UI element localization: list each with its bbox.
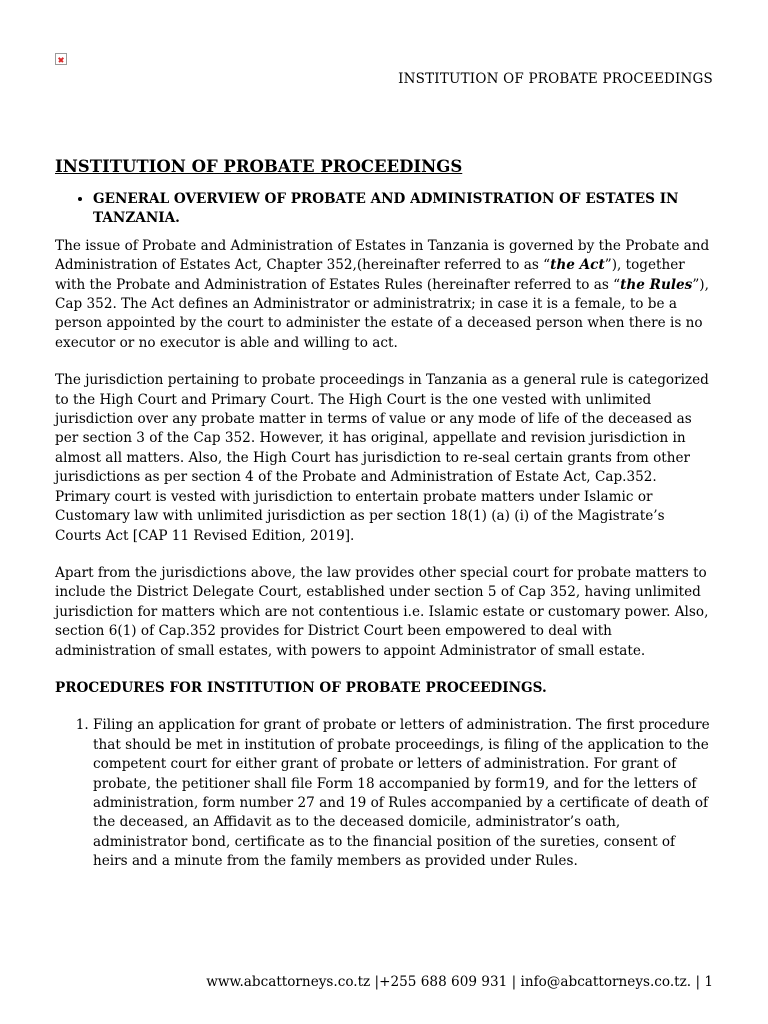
procedure-step: 1. Filing an application for grant of probate or letters of administration. The first procedure that should be met in institution of probate proceedings, is filing of the application to the competent court for either grant of probate or letters of administration. For grant of probate, the petitioner shall file Form 18 accompanied by form19, and for the letters of administration, form number 27 and 19 of Rules accompanied by a certificate of death of the deceased, an Affidavit as to the deceased domicile, administrator’s oath, administrator bond, certificate as to the financial position of the sureties, consent of heirs and a minute from the family members as provided under Rules. (93, 716, 713, 871)
running-header-title: INSTITUTION OF PROBATE PROCEEDINGS (398, 71, 713, 87)
broken-image-icon (55, 53, 67, 65)
defined-term-rules: the Rules (620, 276, 693, 293)
paragraph-governing-law (55, 237, 713, 353)
paragraph-text: ”), Cap 352. The Act defines an Administrator or administratrix; in case it is a female, to be a person appointed by the court to administer the estate of a deceased person when there is no executor or no executor is able and willing to act. (55, 276, 709, 351)
document-body (55, 156, 713, 872)
paragraph-text: ”), together with the Probate and Administration of Estates Rules (hereinafter referred to as “ (55, 257, 685, 293)
paragraph-text: The issue of Probate and Administration of Estates in Tanzania is governed by the Probate and Administration of Estates Act, Chapter 352,(hereinafter referred to as “ (55, 237, 710, 274)
defined-term-act: the Act (550, 257, 605, 274)
overview-item: • GENERAL OVERVIEW OF PROBATE AND ADMINISTRATION OF ESTATES IN TANZANIA. (93, 190, 713, 229)
paragraph-jurisdiction: The jurisdiction pertaining to probate proceedings in Tanzania as a general rule is categorized to the High Court and Primary Court. The High Court is the one vested with unlimited jurisdiction over any probate matter in terms of value or any mode of life of the deceased as per section 3 of the Cap 352. However, it has original, appellate and revision jurisdiction in almost all matters. Also, the High Court has jurisdiction to re-seal certain grants from other jurisdictions as per section 4 of the Probate and Administration of Estate Act, Cap.352. Primary court is vested with jurisdiction to entertain probate matters under Islamic or Customary law with unlimited jurisdiction as per section 18(1) (a) (i) of the Magistrate’s Courts Act [CAP 11 Revised Edition, 2019]. (55, 372, 709, 544)
page-footer: www.abcattorneys.co.tz |+255 688 609 931 | info@abcattorneys.co.tz. | 1 (206, 974, 713, 990)
paragraph-special-courts: Apart from the jurisdictions above, the law provides other special court for probate matters to include the District Delegate Court, established under section 5 of Cap 352, having unlimited jurisdiction for matters which are not contentious i.e. Islamic estate or customary power. Also, section 6(1) of Cap.352 provides for District Court been empowered to deal with administration of small estates, with powers to appoint Administrator of small estate. (55, 564, 709, 659)
document-heading: INSTITUTION OF PROBATE PROCEEDINGS (55, 157, 463, 176)
procedures-list (55, 716, 713, 871)
procedures-heading: PROCEDURES FOR INSTITUTION OF PROBATE PROCEEDINGS. (55, 679, 547, 696)
overview-list (55, 190, 713, 229)
